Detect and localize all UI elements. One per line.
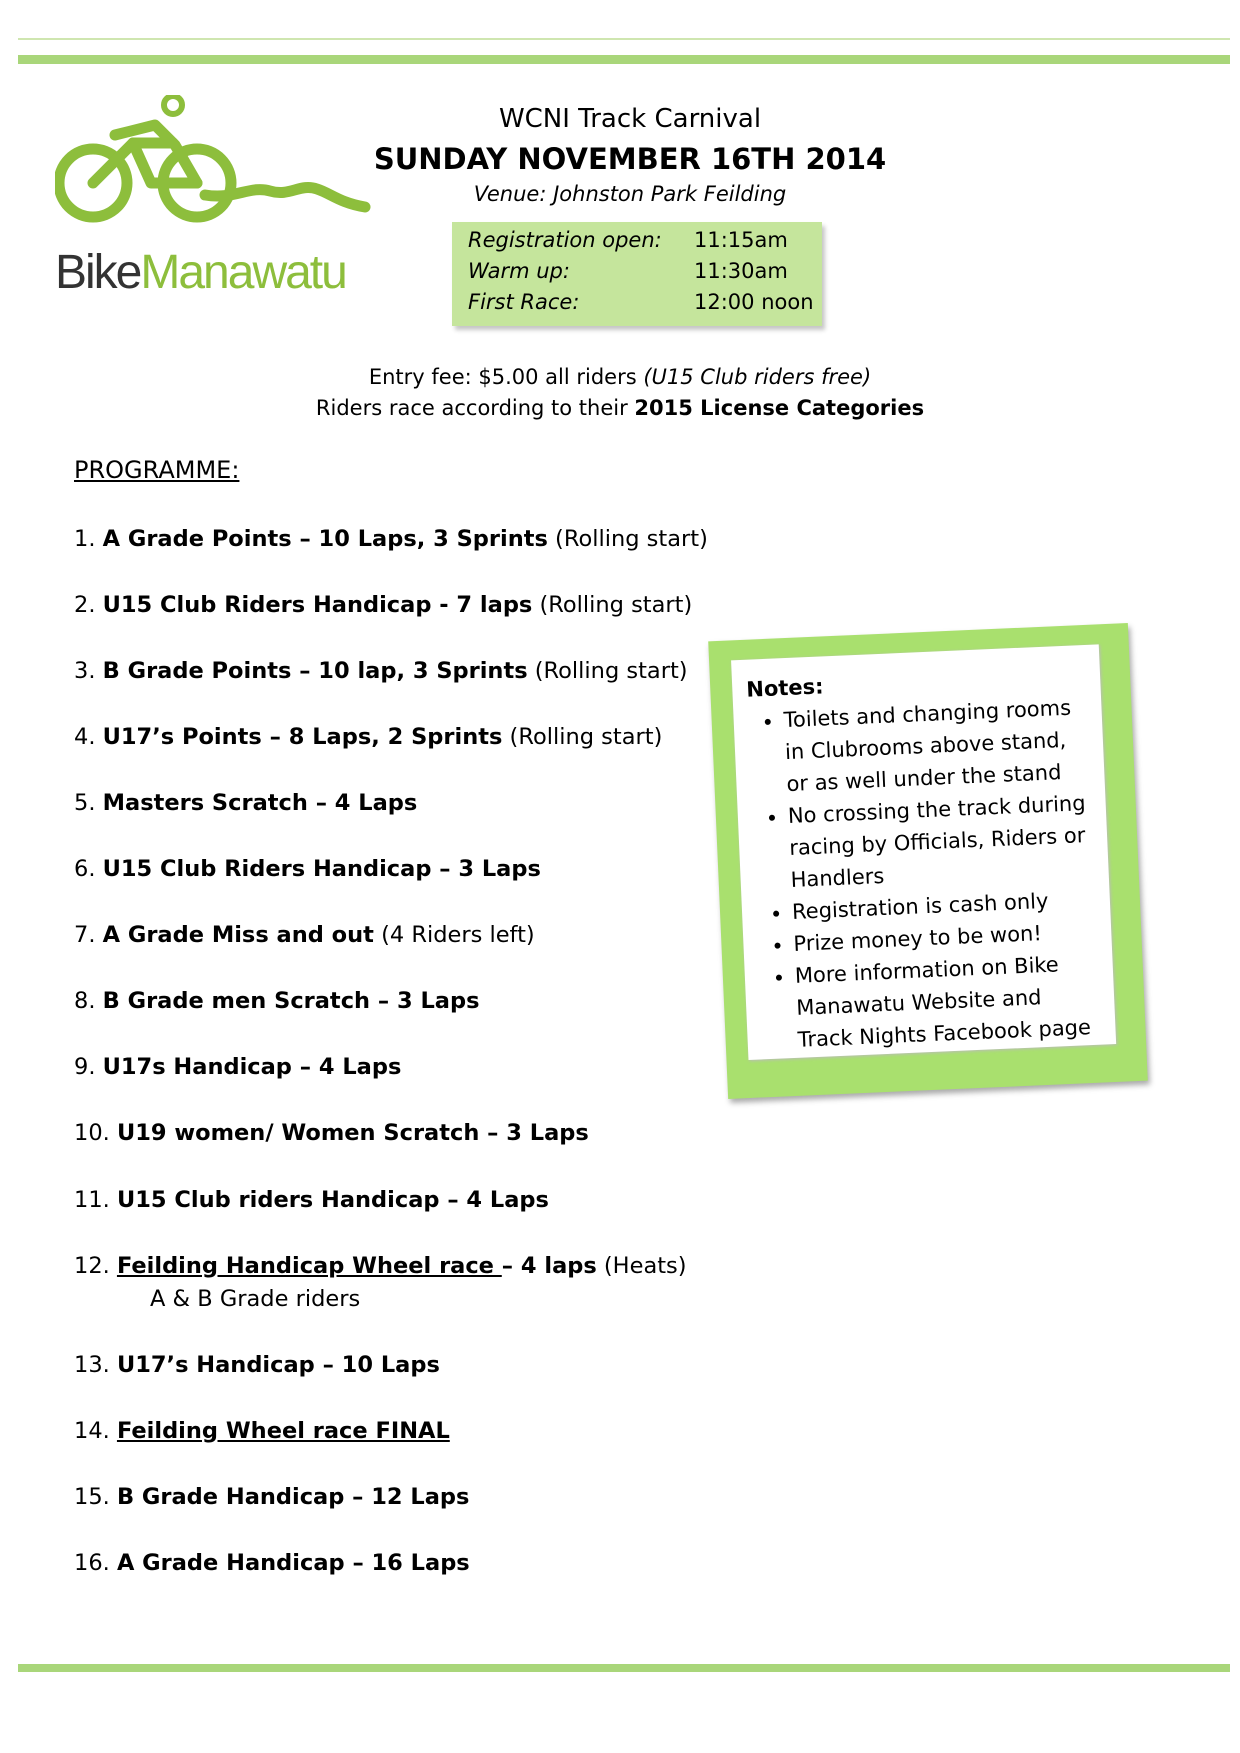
programme-item: 12. Feilding Handicap Wheel race – 4 laps (Heats) [74, 1253, 687, 1279]
logo-word-manawatu: Manawatu [140, 246, 346, 299]
programme-heading: PROGRAMME: [74, 456, 240, 484]
license-line [240, 396, 1000, 420]
note-item: • Prize money to be won! [793, 915, 1098, 960]
programme-item: 16. A Grade Handicap – 16 Laps [74, 1550, 470, 1576]
note-item: • More information on Bike Manawatu Website and Track Nights Facebook page [794, 947, 1102, 1056]
reg-label: Registration open: [468, 228, 662, 252]
reg-label: Warm up: [468, 259, 570, 283]
license-categories: 2015 License Categories [634, 396, 925, 420]
reg-value: 11:15am [694, 228, 788, 252]
top-thin-rule [18, 38, 1230, 40]
programme-item: 5. Masters Scratch – 4 Laps [74, 790, 418, 816]
programme-item: 14. Feilding Wheel race FINAL [74, 1418, 450, 1444]
programme-item: 8. B Grade men Scratch – 3 Laps [74, 988, 480, 1014]
note-item: • No crossing the track during racing by Officials, Riders or Handlers [787, 787, 1095, 896]
programme-item: 15. B Grade Handicap – 12 Laps [74, 1484, 470, 1510]
programme-item: 1. A Grade Points – 10 Laps, 3 Sprints (Rolling start) [74, 526, 708, 552]
programme-item: 2. U15 Club Riders Handicap - 7 laps (Rolling start) [74, 592, 693, 618]
top-green-rule [18, 55, 1230, 64]
note-item: • Registration is cash only [791, 883, 1096, 928]
programme-item: 10. U19 women/ Women Scratch – 3 Laps [74, 1120, 589, 1146]
entry-fee-note: (U15 Club riders free) [643, 365, 872, 389]
notes-list [747, 691, 1102, 1057]
notes-card-paper [731, 644, 1116, 1060]
notes-title: Notes: [745, 674, 824, 702]
programme-item: 9. U17s Handicap – 4 Laps [74, 1054, 402, 1080]
reg-label: First Race: [468, 290, 580, 314]
entry-fee-text: Entry fee: $5.00 all riders [368, 365, 644, 389]
note-item: • Toilets and changing rooms in Clubrooms above stand, or as well under the stand [783, 691, 1091, 800]
event-name: WCNI Track Carnival [498, 104, 762, 134]
programme-item: 4. U17’s Points – 8 Laps, 2 Sprints (Rolling start) [74, 724, 663, 750]
bottom-green-rule [18, 1664, 1230, 1672]
programme-item: 13. U17’s Handicap – 10 Laps [74, 1352, 440, 1378]
programme-item: 6. U15 Club Riders Handicap – 3 Laps [74, 856, 541, 882]
programme-item: 3. B Grade Points – 10 lap, 3 Sprints (Rolling start) [74, 658, 688, 684]
license-text: Riders race according to their [315, 396, 635, 420]
notes-card [708, 623, 1148, 1099]
programme-item: 7. A Grade Miss and out (4 Riders left) [74, 922, 535, 948]
reg-value: 12:00 noon [694, 290, 814, 314]
bike-manawatu-logo [55, 95, 375, 299]
reg-value: 11:30am [694, 259, 788, 283]
entry-fee-line [240, 365, 1000, 389]
logo-wordmark [55, 245, 346, 300]
cyclist-icon [55, 95, 375, 245]
event-venue: Venue: Johnston Park Feilding [473, 182, 787, 206]
logo-word-bike: Bike [55, 246, 141, 299]
event-date: SUNDAY NOVEMBER 16TH 2014 [373, 142, 887, 176]
registration-times-box [452, 222, 822, 326]
programme-item: 11. U15 Club riders Handicap – 4 Laps [74, 1187, 549, 1213]
programme-item-subtext: A & B Grade riders [150, 1286, 361, 1312]
